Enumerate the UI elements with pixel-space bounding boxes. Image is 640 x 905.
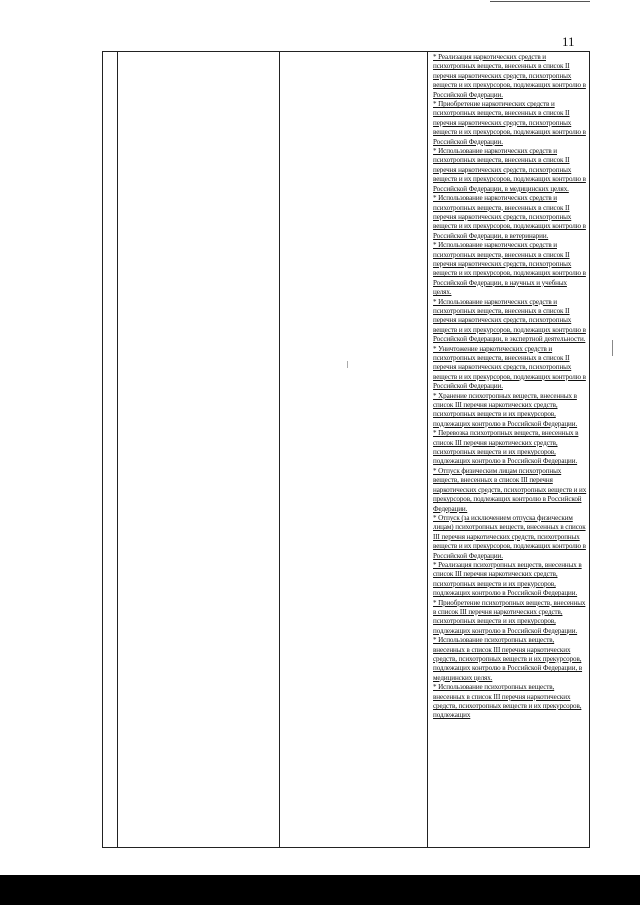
activity-entry: * Использование психотропных веществ, внесенных в список III перечня наркотических средств, психотропных веществ и их прекурсоров, подлежащих контролю в Российской Федерации, в медицинских целях. (433, 636, 583, 682)
activity-entry: * Перевозка психотропных веществ, внесенных в список III перечня наркотических средств, психотропных веществ и их прекурсоров, подлежащих контролю в Российской Федерации. (433, 429, 579, 466)
license-activities-table (102, 51, 590, 848)
activity-entry: * Хранение психотропных веществ, внесенных в список III перечня наркотических средств, психотропных веществ и их прекурсоров, подлежащих контролю в Российской Федерации. (433, 391, 578, 428)
activity-entry: * Использование наркотических средств и психотропных веществ, внесенных в список II перечня наркотических средств, психотропных веществ и их прекурсоров, подлежащих контролю в Российской Федерации, в ветеринарии. (433, 194, 586, 240)
activity-entry: * Использование психотропных веществ, внесенных в список III перечня наркотических средств, психотропных веществ и их прекурсоров, подлежащих (433, 683, 582, 720)
activity-entry: * Уничтожение наркотических средств и психотропных веществ, внесенных в список II перечня наркотических средств, психотропных веществ и их прекурсоров, подлежащих контролю в Российской Федерации. (433, 344, 586, 391)
activity-entry: * Отпуск физическим лицам психотропных веществ, внесенных в список III перечня наркотических средств, психотропных веществ и их прекурсоров, подлежащих контролю в Российской Федерации. (433, 466, 587, 513)
scan-footer-bar (0, 875, 640, 905)
page-number: 11 (562, 34, 575, 49)
activity-entry: * Использование наркотических средств и психотропных веществ, внесенных в список II перечня наркотических средств, психотропных веществ и их прекурсоров, подлежащих контролю в Российской Федерации, в экспертной деятельности. (433, 297, 586, 344)
scan-edge-mark (612, 340, 613, 356)
activity-entry: * Использование наркотических средств и психотропных веществ, внесенных в список II перечня наркотических средств, психотропных веществ и их прекурсоров, подлежащих контролю в Российской Федерации, в медицинских целях. (433, 147, 586, 193)
scan-artifact (347, 361, 348, 368)
column-divider (117, 52, 118, 847)
activity-entry: * Отпуск (за исключением отпуска физическим лицам) психотропных веществ, внесенных в список III перечня наркотических средств, психотропных веществ и их прекурсоров, подлежащих контролю в Российской Федерации. (433, 513, 586, 560)
activity-entry: * Приобретение наркотических средств и психотропных веществ, внесенных в список II перечня наркотических средств, психотропных веществ и их прекурсоров, подлежащих контролю в Российской Федерации. (433, 100, 586, 146)
activity-entry: * Приобретение психотропных веществ, внесенных в список III перечня наркотических средств, психотропных веществ и их прекурсоров, подлежащих контролю в Российской Федерации. (433, 598, 586, 635)
column-divider (279, 52, 280, 847)
column-divider (427, 52, 428, 847)
activity-entry: * Реализация психотропных веществ, внесенных в список III перечня наркотических средств, психотропных веществ и их прекурсоров, подлежащих контролю в Российской Федерации. (433, 560, 582, 598)
activity-entry: * Использование наркотических средств и психотропных веществ, внесенных в список II перечня наркотических средств, психотропных веществ и их прекурсоров, подлежащих контролю в Российской Федерации, в научных и учебных целях. (433, 241, 586, 297)
activity-list (433, 53, 587, 721)
top-scan-rule (490, 1, 590, 2)
activity-entry: * Реализация наркотических средств и психотропных веществ, внесенных в список II перечня наркотических средств, психотропных веществ и их прекурсоров, подлежащих контролю в Российской Федерации. (433, 53, 586, 99)
